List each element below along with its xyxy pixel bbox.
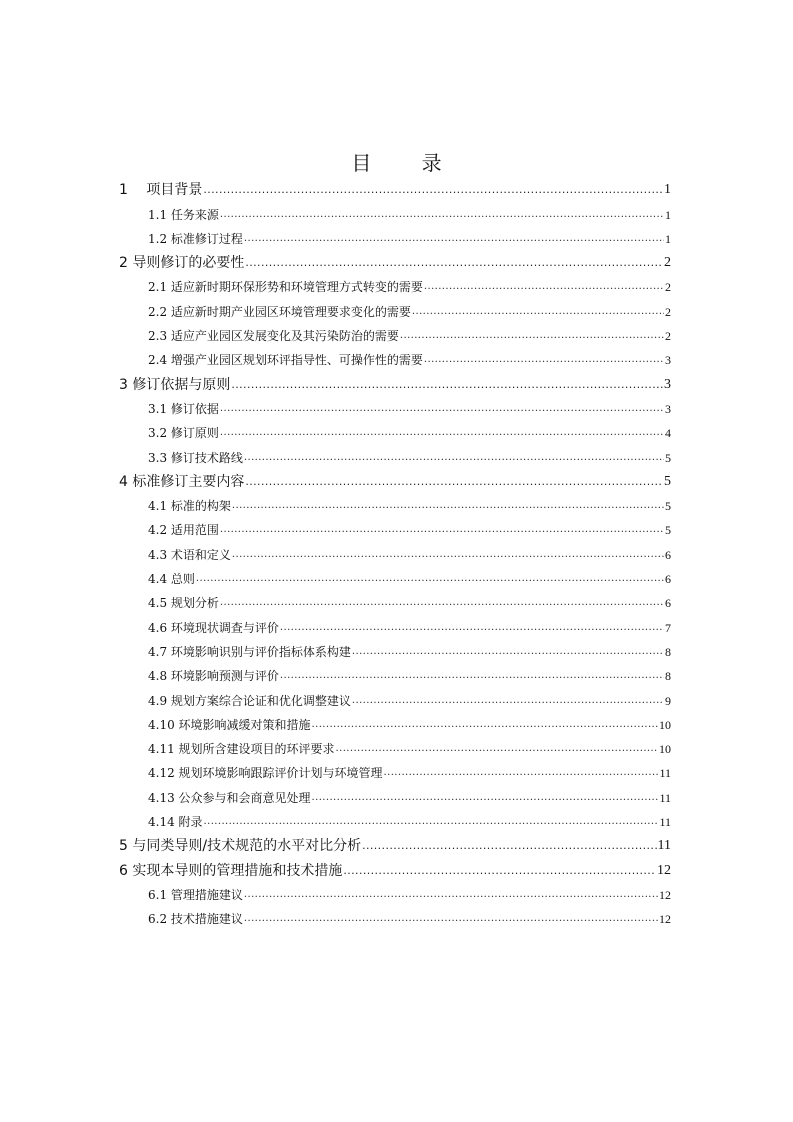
toc-entry-page-number: 8 (665, 644, 671, 659)
toc-entry-page-number: 5 (665, 523, 671, 538)
toc-entry-label: 4.1 标准的构架 (148, 499, 231, 514)
toc-entry[interactable] (117, 733, 671, 757)
toc-entry-label: 1 项目背景 (119, 182, 203, 199)
toc-entry-label: 2.2 适应新时期产业园区环境管理要求变化的需要 (148, 304, 411, 319)
toc-entry[interactable] (117, 223, 671, 247)
toc-entry[interactable] (117, 854, 671, 878)
toc-leader-dots (362, 840, 656, 854)
toc-entry-page-number: 11 (659, 815, 671, 830)
toc-leader-dots (424, 281, 664, 295)
toc-entry-label: 4.2 适用范围 (148, 523, 219, 538)
toc-leader-dots (384, 767, 659, 781)
toc-entry[interactable] (117, 903, 671, 927)
toc-entry-page-number: 2 (664, 255, 671, 271)
toc-entry[interactable] (117, 636, 671, 660)
toc-entry-label: 4 标准修订主要内容 (119, 473, 245, 490)
toc-leader-dots (220, 597, 664, 611)
toc-leader-dots (220, 209, 664, 223)
toc-entry-page-number: 7 (665, 620, 671, 635)
toc-leader-dots (231, 379, 663, 393)
toc-entry-page-number: 11 (659, 790, 671, 805)
toc-entry-label: 5 与同类导则/技术规范的水平对比分析 (119, 838, 362, 855)
toc-leader-dots (424, 354, 664, 368)
toc-entry-page-number: 10 (659, 742, 671, 757)
toc-entry-page-number: 6 (665, 572, 671, 587)
toc-entry[interactable] (117, 466, 671, 490)
toc-entry-label: 6 实现本导则的管理措施和技术措施 (119, 862, 343, 879)
toc-leader-dots (280, 622, 664, 636)
toc-entry-label: 4.8 环境影响预测与评价 (148, 669, 279, 684)
toc-title: 目 录 (351, 151, 464, 175)
toc-entry[interactable] (117, 441, 671, 465)
toc-entry-page-number: 5 (665, 450, 671, 465)
toc-entry-page-number: 3 (665, 401, 671, 416)
toc-entry-page-number: 12 (659, 887, 671, 902)
toc-entry[interactable] (117, 684, 671, 708)
toc-leader-dots (196, 573, 664, 587)
toc-entry-page-number: 8 (665, 669, 671, 684)
toc-entry-label: 1.1 任务来源 (148, 207, 219, 222)
toc-entry[interactable] (117, 417, 671, 441)
table-of-contents (117, 174, 671, 927)
toc-leader-dots (343, 865, 656, 879)
toc-leader-dots (336, 743, 658, 757)
toc-entry[interactable] (117, 393, 671, 417)
toc-leader-dots (400, 330, 664, 344)
toc-leader-dots (312, 719, 658, 733)
toc-entry[interactable] (117, 879, 671, 903)
toc-leader-dots (232, 500, 664, 514)
toc-entry-label: 4.3 术语和定义 (148, 547, 231, 562)
toc-entry-page-number: 5 (664, 473, 671, 489)
toc-leader-dots (312, 792, 659, 806)
toc-leader-dots (280, 670, 664, 684)
toc-entry-page-number: 2 (665, 304, 671, 319)
toc-entry-label: 6.1 管理措施建议 (148, 887, 243, 902)
toc-entry[interactable] (117, 174, 671, 198)
toc-leader-dots (203, 184, 663, 198)
toc-leader-dots (412, 306, 664, 320)
toc-entry-page-number: 2 (665, 329, 671, 344)
toc-entry[interactable] (117, 295, 671, 319)
toc-entry-label: 4.14 附录 (148, 815, 203, 830)
toc-entry-label: 4.5 规划分析 (148, 596, 219, 611)
toc-entry-page-number: 12 (659, 912, 671, 927)
toc-entry-label: 2.3 适应产业园区发展变化及其污染防治的需要 (148, 329, 399, 344)
toc-entry[interactable] (117, 587, 671, 611)
toc-entry-label: 2.4 增强产业园区规划环评指导性、可操作性的需要 (148, 353, 423, 368)
toc-entry[interactable] (117, 660, 671, 684)
toc-entry-page-number: 9 (665, 693, 671, 708)
toc-entry-page-number: 11 (657, 838, 671, 854)
toc-leader-dots (204, 816, 659, 830)
toc-entry[interactable] (117, 368, 671, 392)
toc-entry-label: 4.10 环境影响减缓对策和措施 (148, 717, 311, 732)
toc-entry[interactable] (117, 490, 671, 514)
toc-leader-dots (244, 913, 658, 927)
toc-entry-page-number: 1 (665, 231, 671, 246)
toc-leader-dots (220, 403, 664, 417)
toc-leader-dots (352, 695, 664, 709)
toc-entry-page-number: 1 (664, 182, 671, 198)
toc-entry[interactable] (117, 781, 671, 805)
toc-entry[interactable] (117, 320, 671, 344)
toc-entry-page-number: 6 (665, 547, 671, 562)
toc-leader-dots (244, 889, 658, 903)
toc-entry-page-number: 4 (665, 426, 671, 441)
toc-entry-page-number: 3 (665, 353, 671, 368)
toc-entry-label: 2 导则修订的必要性 (119, 255, 245, 272)
toc-entry-label: 4.4 总则 (148, 572, 195, 587)
toc-entry-label: 4.13 公众参与和会商意见处理 (148, 790, 311, 805)
toc-entry[interactable] (117, 611, 671, 635)
toc-entry-page-number: 2 (665, 280, 671, 295)
toc-leader-dots (245, 476, 663, 490)
toc-entry-label: 3 修订依据与原则 (119, 376, 231, 393)
toc-entry[interactable] (117, 198, 671, 222)
toc-entry-label: 3.1 修订依据 (148, 401, 219, 416)
toc-entry-page-number: 12 (657, 862, 671, 878)
toc-entry[interactable] (117, 271, 671, 295)
toc-entry[interactable] (117, 757, 671, 781)
toc-entry[interactable] (117, 709, 671, 733)
toc-leader-dots (232, 549, 664, 563)
toc-leader-dots (244, 452, 664, 466)
toc-entry-page-number: 6 (665, 596, 671, 611)
toc-entry[interactable] (117, 806, 671, 830)
toc-entry-page-number: 1 (665, 207, 671, 222)
toc-entry-label: 1.2 标准修订过程 (148, 231, 243, 246)
toc-entry[interactable] (117, 538, 671, 562)
toc-entry-label: 3.2 修订原则 (148, 426, 219, 441)
toc-entry[interactable] (117, 247, 671, 271)
toc-entry-label: 4.9 规划方案综合论证和优化调整建议 (148, 693, 351, 708)
toc-entry-page-number: 5 (665, 499, 671, 514)
toc-entry[interactable] (117, 344, 671, 368)
toc-entry-page-number: 11 (659, 766, 671, 781)
toc-entry-label: 4.11 规划所含建设项目的环评要求 (148, 742, 335, 757)
toc-entry-label: 6.2 技术措施建议 (148, 912, 243, 927)
toc-entry-label: 4.6 环境现状调查与评价 (148, 620, 279, 635)
toc-entry-label: 4.7 环境影响识别与评价指标体系构建 (148, 644, 351, 659)
toc-entry-page-number: 3 (664, 376, 671, 392)
toc-leader-dots (244, 233, 664, 247)
toc-entry-label: 4.12 规划环境影响跟踪评价计划与环境管理 (148, 766, 383, 781)
toc-entry-page-number: 10 (659, 717, 671, 732)
toc-entry[interactable] (117, 514, 671, 538)
toc-leader-dots (220, 524, 664, 538)
toc-leader-dots (220, 427, 664, 441)
toc-entry[interactable] (117, 830, 671, 854)
toc-entry[interactable] (117, 563, 671, 587)
toc-leader-dots (352, 646, 664, 660)
toc-leader-dots (245, 257, 663, 271)
toc-entry-label: 3.3 修订技术路线 (148, 450, 243, 465)
toc-entry-label: 2.1 适应新时期环保形势和环境管理方式转变的需要 (148, 280, 423, 295)
